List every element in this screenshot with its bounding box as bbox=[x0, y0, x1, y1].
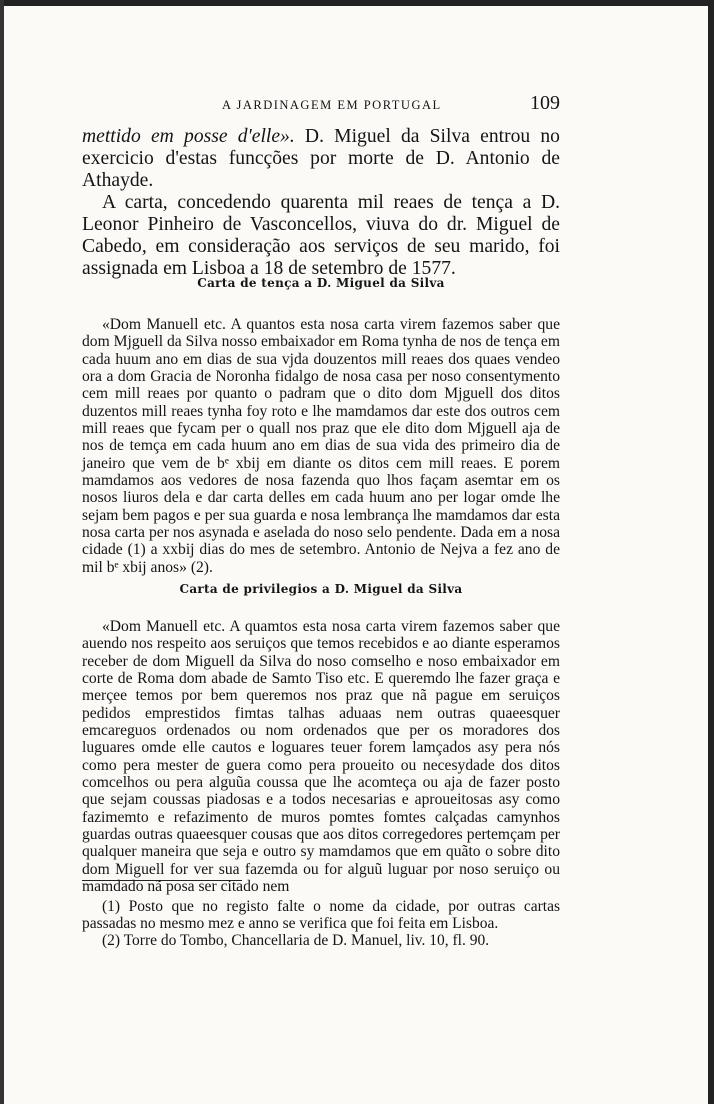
page-number: 109 bbox=[530, 92, 560, 114]
intro-paragraph-1 bbox=[82, 126, 560, 192]
scan-edge-right bbox=[708, 0, 714, 1104]
carta-privilegios-paragraph: «Dom Manuell etc. A quamtos esta nosa carta virem fazemos saber que auendo nos respeito aos seruiços que temos recebidos e ao diante esperamos receber de dom Miguell da Silva do noso comselho e noso embaixador em corte de Roma dom abade de Samto Tiso etc. E queremdo lhe fazer graça e merçee temos por bem queremos nos praz que nã pague em seruiços pedidos emprestidos fimtas talhas aduaas nem outras quaeesquer emcareguos ordenados ou nom ordenados que per os moradores dos luguares omde elle cautos e loguares teuer forem lamçados asy pera nós como pera mester de guera como pera proueito ou necesydade dos ditos comcelhos ou pera alguũa coussa que lhe acomteça ou aja de fazer posto que sejam coussas piadosas e a todos necesarias e aproueitosas asy como fazimemto e refazimento de muros pomtes fomtes calçadas camynhos guardas outras quaeesquer cousas que aos ditos corregedores pertemçam per qualquer maneira que seja e outro sy mamdamos que em quãto o sobre dito dom Miguell for ver sua fazemda ou for alguũ luguar por noso seruiço ou mamdado nã posa ser citado nem bbox=[82, 618, 560, 896]
intro-paragraph-1-rest: D. Miguel da Silva entrou no exercicio d'estas funcções por morte de D. Antonio de Athayde. bbox=[82, 126, 560, 191]
footnote-2: (2) Torre do Tombo, Chancellaria de D. Manuel, liv. 10, fl. 90. bbox=[102, 932, 490, 949]
carta-tenca-paragraph: «Dom Manuell etc. A quantos esta nosa carta virem fazemos saber que dom Mjguell da Silva nosso embaixador em Roma tynha de nos de tença em cada huum ano em dias de sua vjda douzentos mill reaes dos quaes vendeo ora a dom Gracia de Noronha fidalgo de nosa casa per noso consentymento cem mill reaes por quanto o padram que o dito dom Mjguell dos ditos duzentos mill reaes tynha foy roto e lhe mamdamos dar este dos outros cem mill reaes que fycam per o quall nos praz que ele dito dom Mjguell aja de nos de temça em cada huum ano em dias de sua vida des primeiro dia de janeiro que vem de bᵉ xbij em diante os ditos cem mill reaes. E porem mamdamos aos vedores de nosa fazenda quo lhos façam asemtar em os nosos liuros dela e dar carta delles em cada huum ano per logar omde lhe sejam bem pagos e per sua guarda e nosa lembrança lhe mamdamos dar esta nosa carta per nos asynada e aselada do noso selo pendente. Dada em a nosa cidade (1) a xxbij dias do mes de setembro. Antonio de Nejva a fez ano de mil bᵉ xbij anos» (2). bbox=[82, 316, 560, 576]
section-text-tenca bbox=[82, 316, 560, 576]
footnotes bbox=[82, 898, 560, 949]
scan-edge-left bbox=[0, 0, 4, 1104]
intro-paragraph-2: A carta, concedendo quarenta mil reaes de tença a D. Leonor Pinheiro de Vasconcellos, viuva do dr. Miguel de Cabedo, em consideração aos serviços de seu marido, foi assignada em Lisboa a 18 de setembro de 1577. bbox=[82, 192, 560, 279]
scan-edge-top bbox=[0, 0, 714, 6]
section-heading-tenca: Carta de tença a D. Miguel da Silva bbox=[197, 276, 445, 290]
footnote-1: (1) Posto que no registo falte o nome da cidade, por outras cartas passadas no mesmo mez e anno se verifica que foi feita em Lisboa. bbox=[82, 898, 560, 932]
running-head bbox=[82, 92, 560, 115]
intro-text bbox=[82, 126, 560, 280]
section-heading-privilegios: Carta de privilegios a D. Miguel da Silva bbox=[179, 582, 463, 596]
footnote-rule bbox=[82, 880, 242, 881]
section-text-privilegios bbox=[82, 618, 560, 896]
intro-italic-quote: mettido em posse d'elle». bbox=[82, 126, 295, 147]
running-head-title: A JARDINAGEM EM PORTUGAL bbox=[222, 98, 442, 112]
